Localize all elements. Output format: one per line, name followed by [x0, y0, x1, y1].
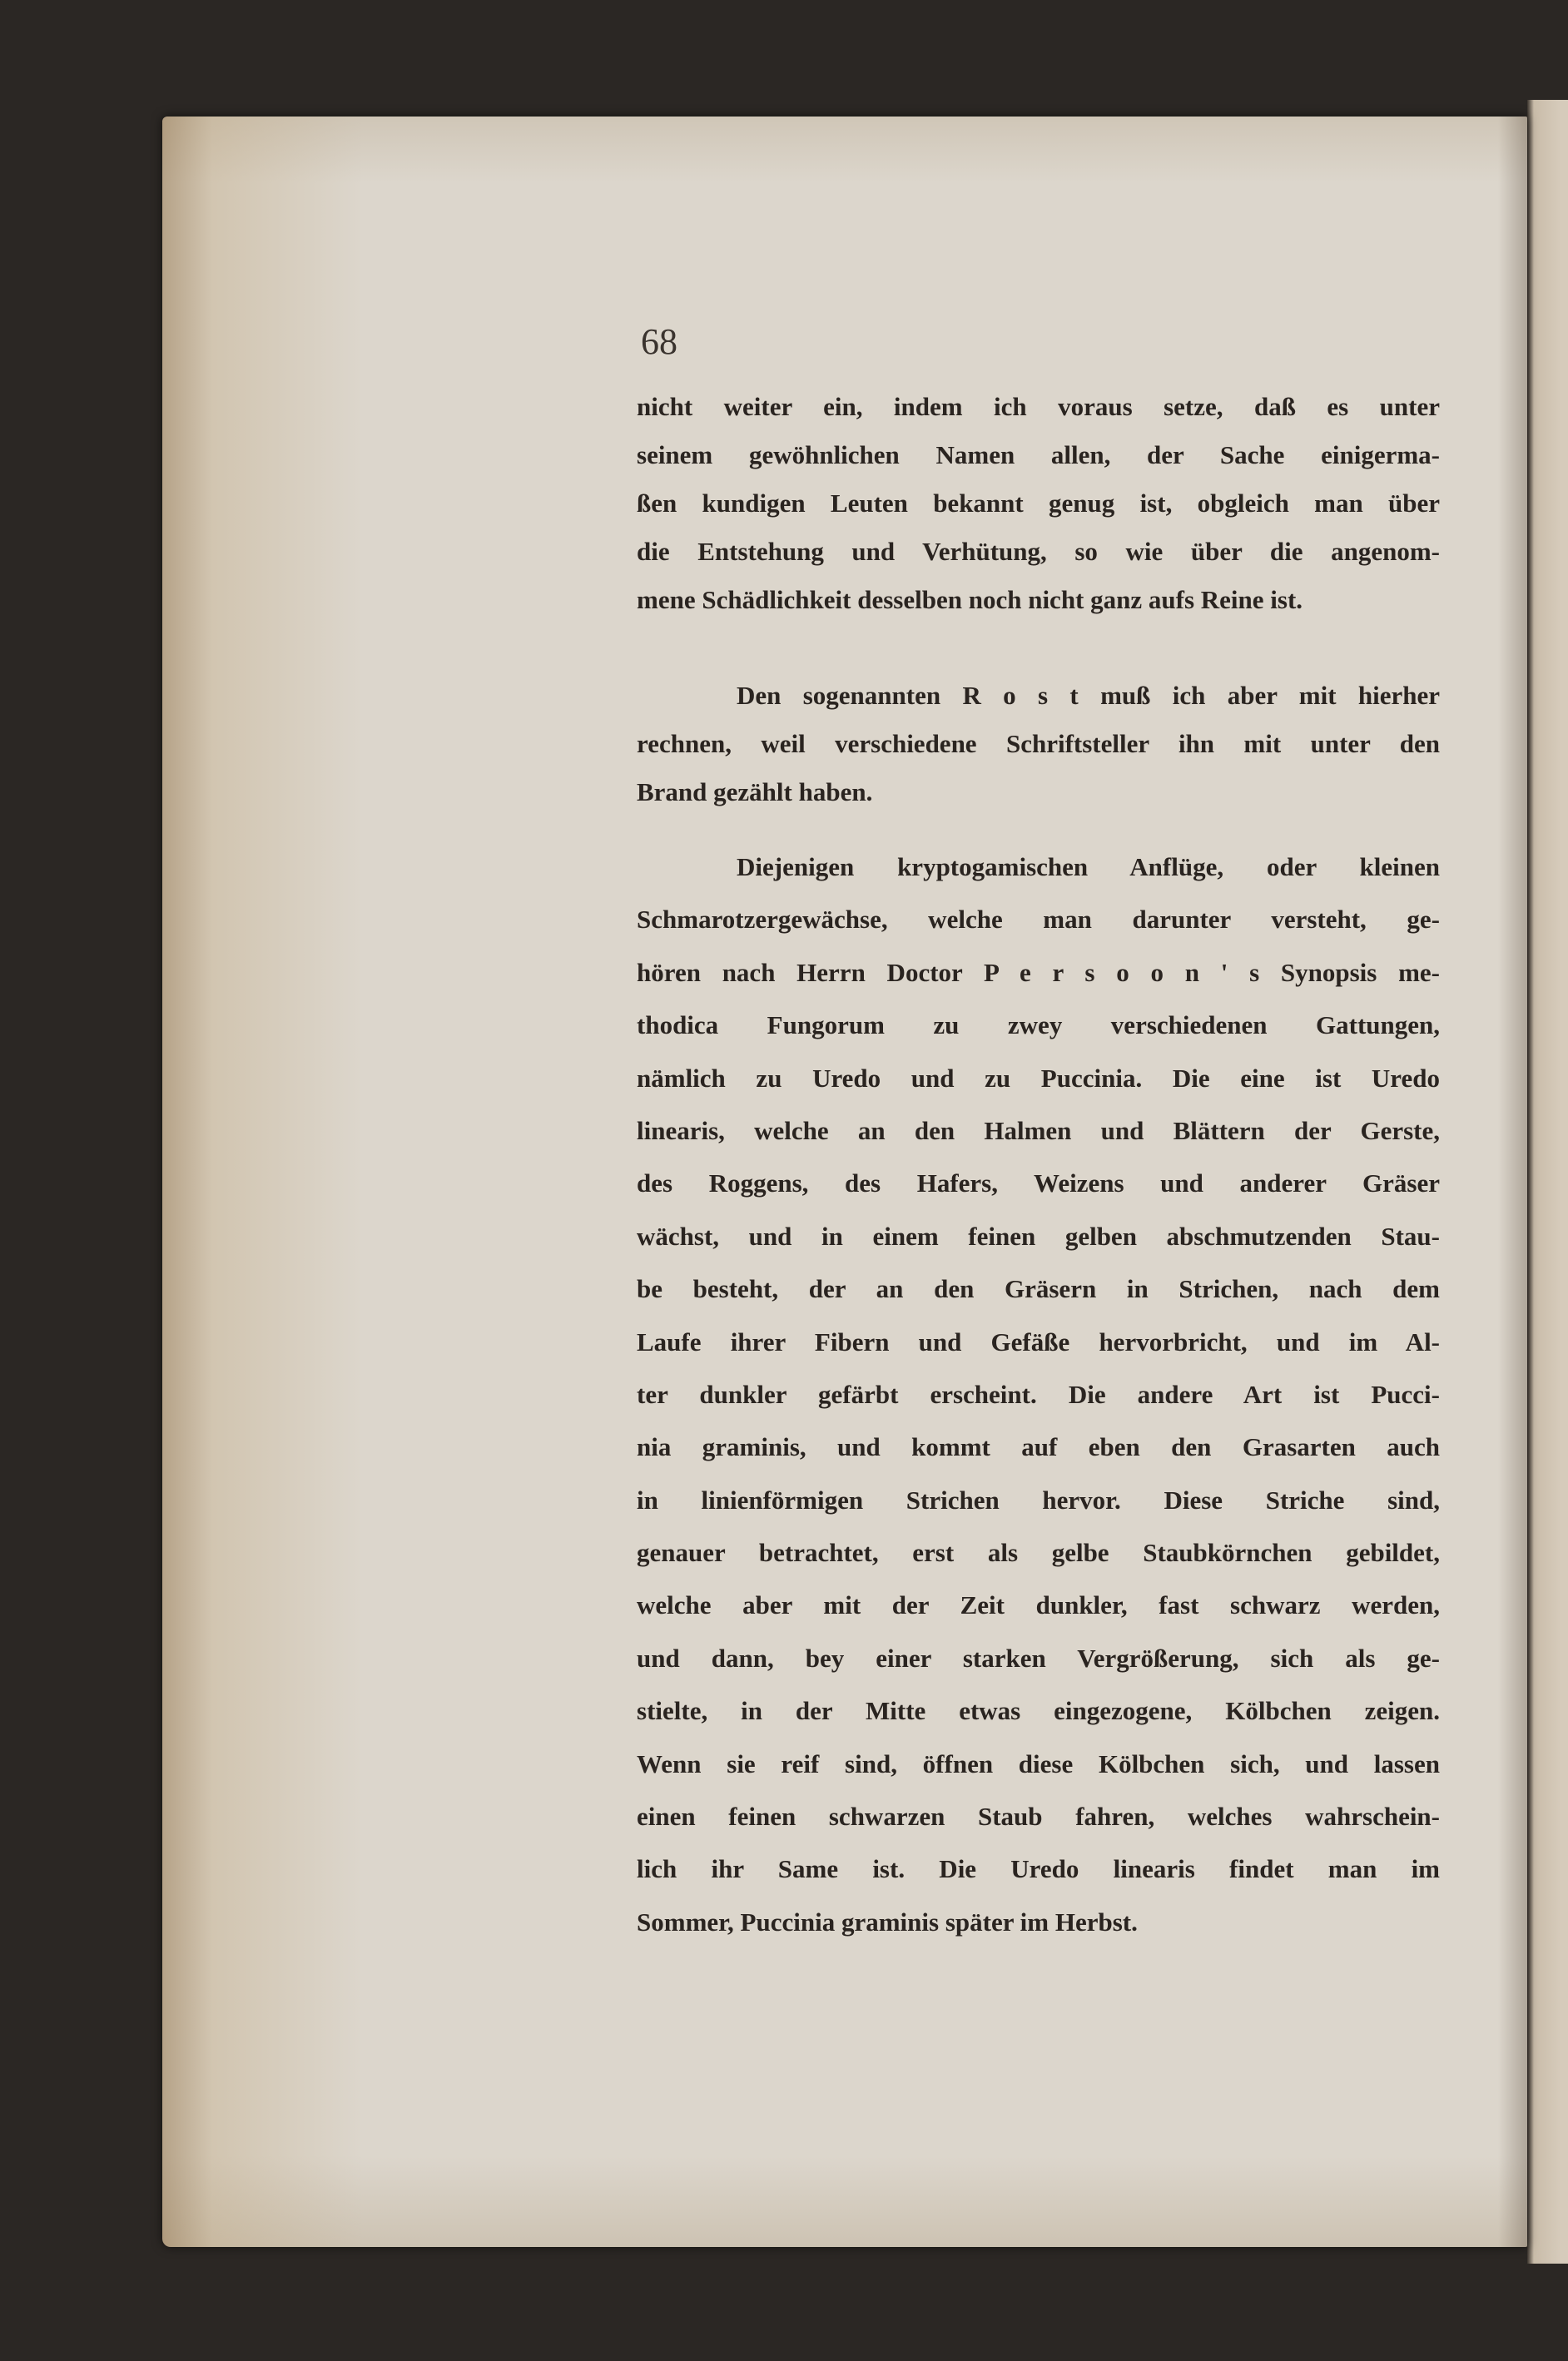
text-line: Wenn sie reif sind, öffnen diese Kölbchen sich, und lassen: [637, 1748, 1440, 1778]
text-line: be besteht, der an den Gräsern in Strichen, nach dem: [637, 1274, 1440, 1304]
text-line: Laufe ihrer Fibern und Gefäße hervorbricht, und im Al-: [637, 1327, 1440, 1357]
text-line: des Roggens, des Hafers, Weizens und anderer Gräser: [637, 1168, 1440, 1198]
text-line: hören nach Herrn Doctor P e r s o o n ' s Synopsis me-: [637, 957, 1440, 987]
text-line: Sommer, Puccinia graminis später im Herbst.: [637, 1907, 1138, 1937]
text-line: stielte, in der Mitte etwas eingezogene, Kölbchen zeigen.: [637, 1696, 1440, 1726]
text-line: nämlich zu Uredo und zu Puccinia. Die eine ist Uredo: [637, 1063, 1440, 1093]
text-line: welche aber mit der Zeit dunkler, fast schwarz werden,: [637, 1590, 1440, 1620]
text-line: ßen kundigen Leuten bekannt genug ist, obgleich man über: [637, 489, 1440, 518]
text-line: nicht weiter ein, indem ich voraus setze, daß es unter: [637, 392, 1440, 421]
page-gutter: [1498, 117, 1527, 2247]
text-line: in linienförmigen Strichen hervor. Diese Striche sind,: [637, 1485, 1440, 1515]
text-line: linearis, welche an den Halmen und Blättern der Gerste,: [637, 1115, 1440, 1145]
adjacent-page-edge: [1527, 100, 1568, 2264]
text-line: mene Schädlichkeit desselben noch nicht ganz aufs Reine ist.: [637, 585, 1303, 614]
text-line: einen feinen schwarzen Staub fahren, welches wahrschein-: [637, 1802, 1440, 1832]
text-line: rechnen, weil verschiedene Schriftsteller ihn mit unter den: [637, 729, 1440, 758]
page-number: 68: [641, 321, 677, 362]
text-line: Den sogenannten R o s t muß ich aber mit hierher: [737, 681, 1440, 710]
text-line: seinem gewöhnlichen Namen allen, der Sache einigerma-: [637, 440, 1440, 469]
text-line: wächst, und in einem feinen gelben abschmutzenden Stau-: [637, 1221, 1440, 1251]
text-line: thodica Fungorum zu zwey verschiedenen Gattungen,: [637, 1010, 1440, 1040]
text-line: Diejenigen kryptogamischen Anflüge, oder kleinen: [737, 852, 1440, 881]
text-line: lich ihr Same ist. Die Uredo linearis findet man im: [637, 1854, 1440, 1884]
text-line: Brand gezählt haben.: [637, 777, 873, 806]
paragraph-1: [637, 383, 1440, 624]
text-line: die Entstehung und Verhütung, so wie über die angenom-: [637, 537, 1440, 566]
text-line: und dann, bey einer starken Vergrößerung, sich als ge-: [637, 1643, 1440, 1673]
paragraph-2: [637, 672, 1440, 816]
paragraph-3: [637, 841, 1440, 1948]
text-line: Schmarotzergewächse, welche man darunter versteht, ge-: [637, 905, 1440, 935]
text-line: genauer betrachtet, erst als gelbe Staubkörnchen gebildet,: [637, 1538, 1440, 1568]
text-line: ter dunkler gefärbt erscheint. Die andere Art ist Pucci-: [637, 1379, 1440, 1409]
text-line: nia graminis, und kommt auf eben den Grasarten auch: [637, 1432, 1440, 1462]
